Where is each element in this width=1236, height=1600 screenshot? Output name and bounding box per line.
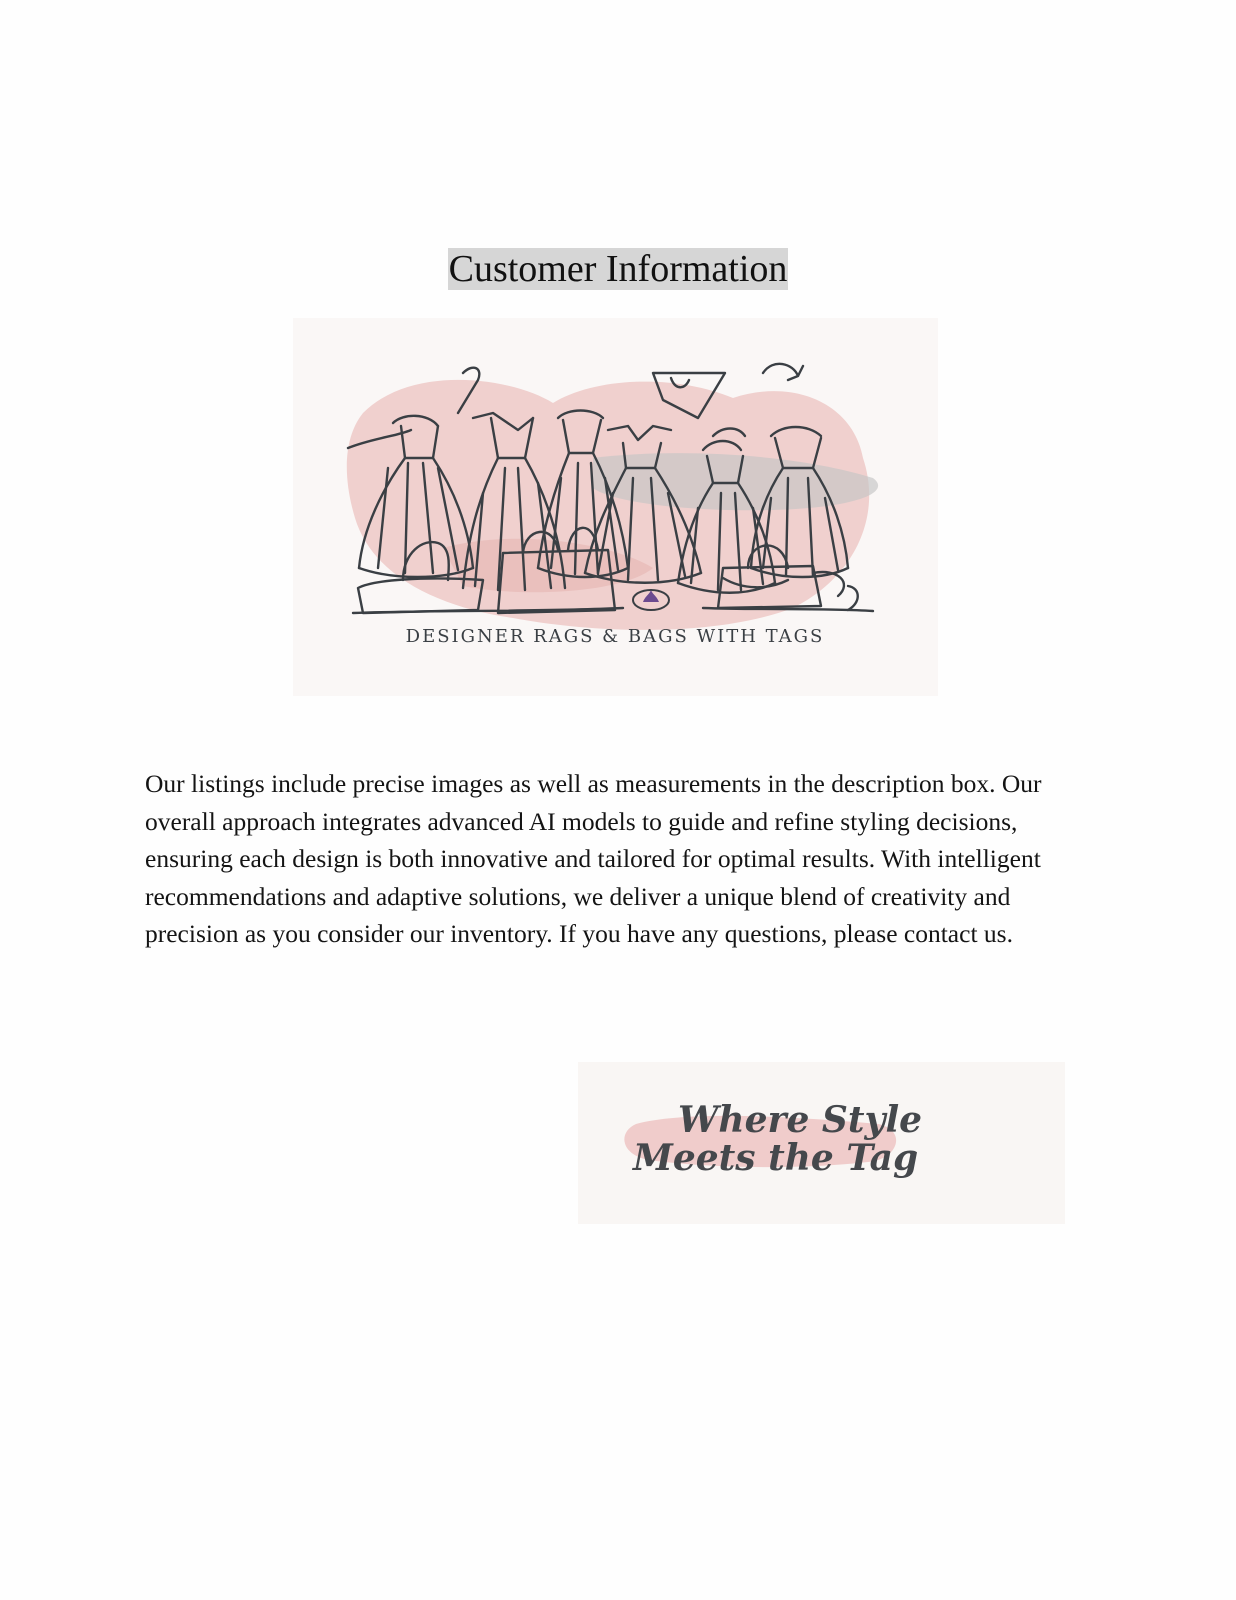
page-title-text: Customer Information — [448, 248, 788, 290]
tagline-line2: Meets the Tag — [633, 1137, 919, 1179]
tagline-logo — [578, 1062, 1065, 1224]
body-paragraph: Our listings include precise images as well as measurements in the description box. Our overall approach integrates advanced AI models to guide and refine styling decisions, ensuring each design is both innovative and tailored for optimal results. With intelligent recommendations and adaptive solutions, we deliver a unique blend of creativity and precision as you consider our inventory. If you have any questions, please contact us. — [145, 769, 1042, 948]
tagline-graphic — [578, 1062, 1065, 1224]
dresses-and-handbags-illustration-icon — [293, 318, 938, 696]
page-title — [0, 247, 1236, 291]
brand-name: DESIGNER RAGS & BAGS WITH TAGS — [405, 626, 825, 647]
brand-logo — [293, 318, 938, 696]
tagline-line1: Where Style — [678, 1099, 923, 1141]
